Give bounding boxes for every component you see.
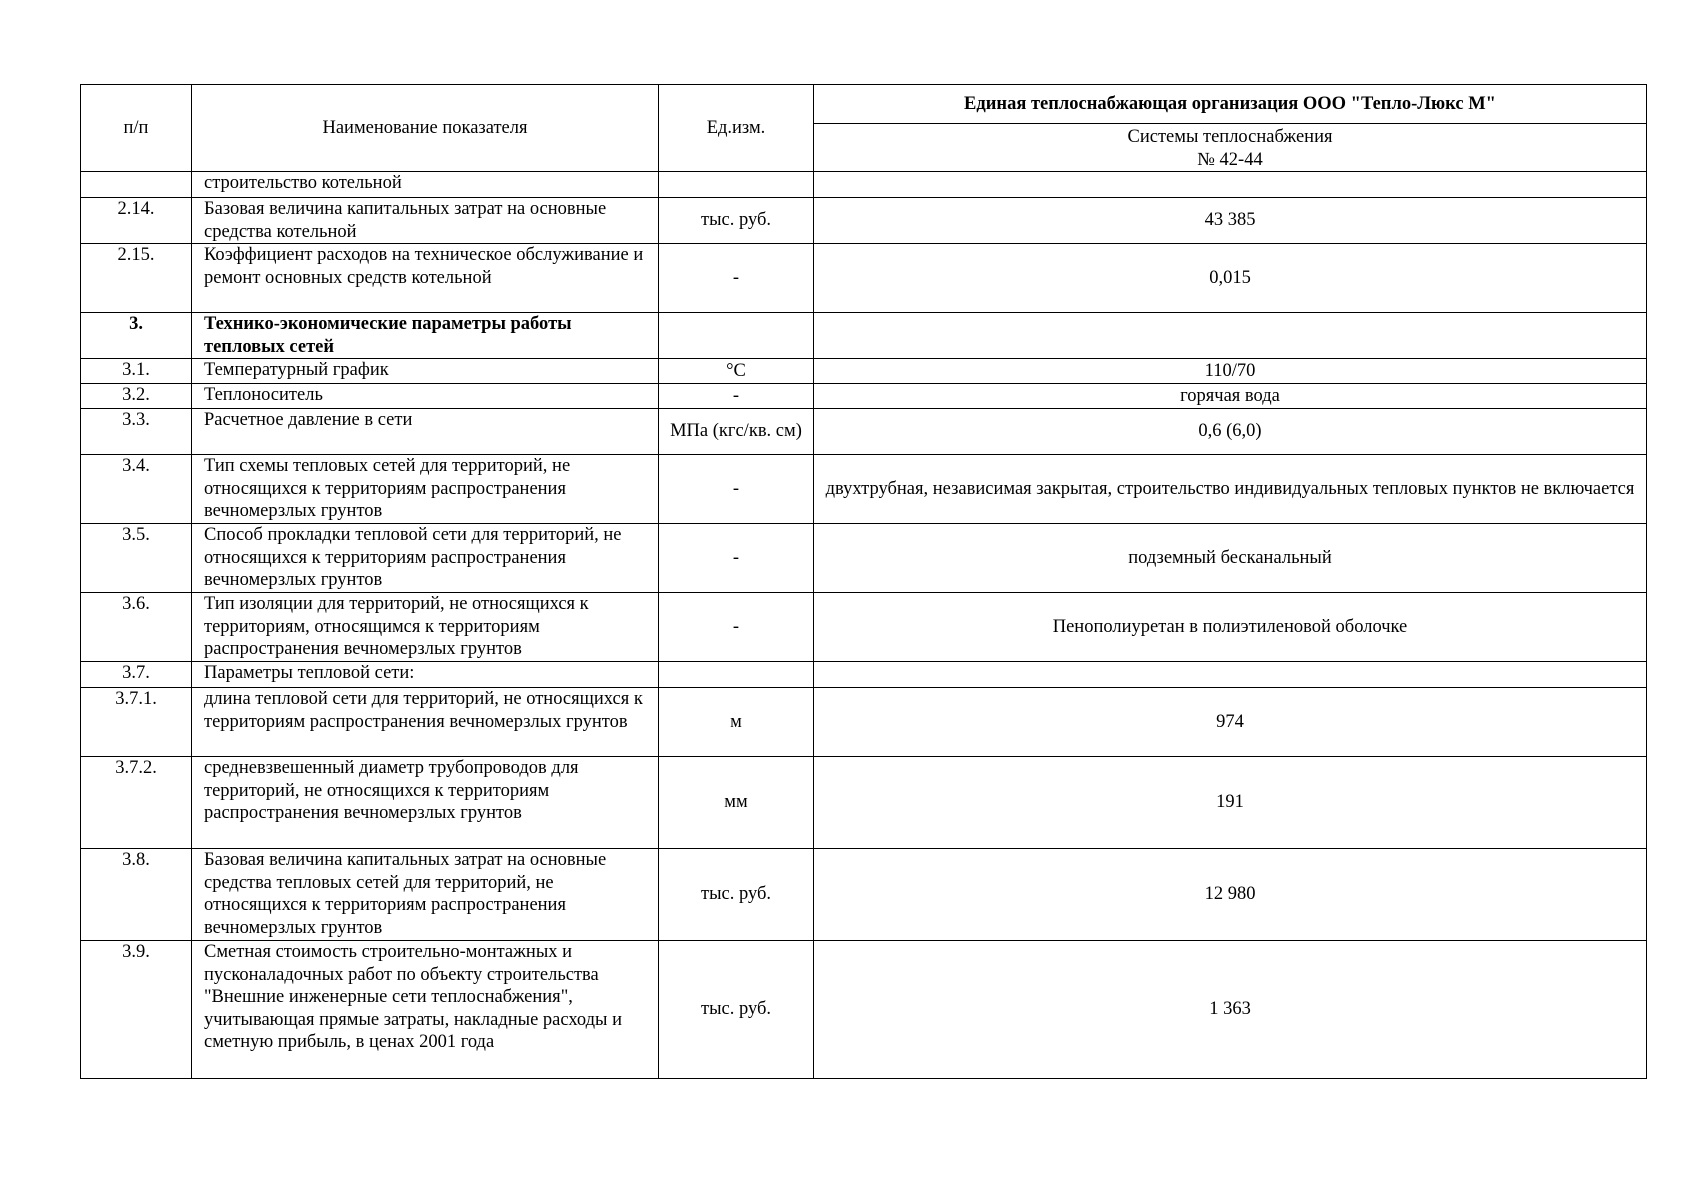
table-row	[81, 359, 1647, 384]
row-value: 12 980	[814, 849, 1647, 941]
row-num: 3.5.	[81, 524, 192, 593]
table-row	[81, 757, 1647, 849]
row-unit: МПа (кгс/кв. см)	[659, 409, 814, 455]
row-num	[81, 172, 192, 198]
row-unit: тыс. руб.	[659, 198, 814, 244]
row-name: Температурный график	[192, 359, 659, 384]
indicators-table	[80, 84, 1647, 1079]
row-unit: -	[659, 524, 814, 593]
table-row	[81, 593, 1647, 662]
row-name: Коэффициент расходов на техническое обслуживание и ремонт основных средств котельной	[192, 244, 659, 313]
row-value: 974	[814, 688, 1647, 757]
row-value: 110/70	[814, 359, 1647, 384]
row-unit	[659, 172, 814, 198]
row-unit: -	[659, 384, 814, 409]
row-value: 0,015	[814, 244, 1647, 313]
row-num: 3.7.2.	[81, 757, 192, 849]
header-systems	[814, 124, 1647, 172]
row-name: Базовая величина капитальных затрат на основные средства тепловых сетей для территорий, не относящихся к территориям распространения вечномерзлых грунтов	[192, 849, 659, 941]
header-organization: Единая теплоснабжающая организация ООО "Тепло-Люкс М"	[814, 85, 1647, 124]
row-name: Тип изоляции для территорий, не относящихся к территориям, относящимся к территориям распространения вечномерзлых грунтов	[192, 593, 659, 662]
row-value: 43 385	[814, 198, 1647, 244]
row-num: 3.3.	[81, 409, 192, 455]
row-value: подземный бесканальный	[814, 524, 1647, 593]
table-row	[81, 244, 1647, 313]
row-num: 3.	[81, 313, 192, 359]
row-value	[814, 313, 1647, 359]
row-value: Пенополиуретан в полиэтиленовой оболочке	[814, 593, 1647, 662]
row-unit	[659, 662, 814, 688]
table-row	[81, 172, 1647, 198]
table-row	[81, 198, 1647, 244]
row-unit: -	[659, 244, 814, 313]
row-name: Тип схемы тепловых сетей для территорий, не относящихся к территориям распространения вечномерзлых грунтов	[192, 455, 659, 524]
row-num: 3.7.	[81, 662, 192, 688]
row-value	[814, 662, 1647, 688]
row-value: горячая вода	[814, 384, 1647, 409]
row-num: 3.4.	[81, 455, 192, 524]
row-name: Технико-экономические параметры работы тепловых сетей	[192, 313, 659, 359]
header-systems-title: Системы теплоснабжения	[1127, 127, 1333, 147]
table-row	[81, 524, 1647, 593]
row-name: строительство котельной	[192, 172, 659, 198]
table-row	[81, 409, 1647, 455]
header-name: Наименование показателя	[192, 85, 659, 172]
row-num: 3.2.	[81, 384, 192, 409]
table-row	[81, 941, 1647, 1079]
row-unit	[659, 313, 814, 359]
row-num: 2.15.	[81, 244, 192, 313]
row-num: 3.9.	[81, 941, 192, 1079]
header-systems-number: № 42-44	[1197, 149, 1263, 170]
table-row	[81, 662, 1647, 688]
row-value: 191	[814, 757, 1647, 849]
row-name: средневзвешенный диаметр трубопроводов для территорий, не относящихся к территориям распространения вечномерзлых грунтов	[192, 757, 659, 849]
row-num: 3.8.	[81, 849, 192, 941]
row-value: 1 363	[814, 941, 1647, 1079]
row-name: Сметная стоимость строительно-монтажных и пусконаладочных работ по объекту строительства "Внешние инженерные сети теплоснабжения", учитывающая прямые затраты, накладные расходы и сметную прибыль, в ценах 2001 года	[192, 941, 659, 1079]
row-name: Базовая величина капитальных затрат на основные средства котельной	[192, 198, 659, 244]
row-name: Расчетное давление в сети	[192, 409, 659, 455]
row-name: Параметры тепловой сети:	[192, 662, 659, 688]
row-unit: м	[659, 688, 814, 757]
header-unit: Ед.изм.	[659, 85, 814, 172]
row-name: Теплоноситель	[192, 384, 659, 409]
row-unit: -	[659, 455, 814, 524]
table-row	[81, 849, 1647, 941]
row-unit: -	[659, 593, 814, 662]
row-unit: °С	[659, 359, 814, 384]
row-value: двухтрубная, независимая закрытая, строительство индивидуальных тепловых пунктов не включается	[814, 455, 1647, 524]
row-value: 0,6 (6,0)	[814, 409, 1647, 455]
row-value	[814, 172, 1647, 198]
table-header	[81, 85, 1647, 172]
row-num: 3.6.	[81, 593, 192, 662]
row-unit: мм	[659, 757, 814, 849]
row-num: 3.1.	[81, 359, 192, 384]
table-row	[81, 688, 1647, 757]
row-num: 3.7.1.	[81, 688, 192, 757]
table-row-section	[81, 313, 1647, 359]
row-num: 2.14.	[81, 198, 192, 244]
row-name: длина тепловой сети для территорий, не относящихся к территориям распространения вечномерзлых грунтов	[192, 688, 659, 757]
table-row	[81, 384, 1647, 409]
row-name: Способ прокладки тепловой сети для территорий, не относящихся к территориям распространения вечномерзлых грунтов	[192, 524, 659, 593]
header-num: п/п	[81, 85, 192, 172]
row-unit: тыс. руб.	[659, 849, 814, 941]
table-row	[81, 455, 1647, 524]
row-unit: тыс. руб.	[659, 941, 814, 1079]
